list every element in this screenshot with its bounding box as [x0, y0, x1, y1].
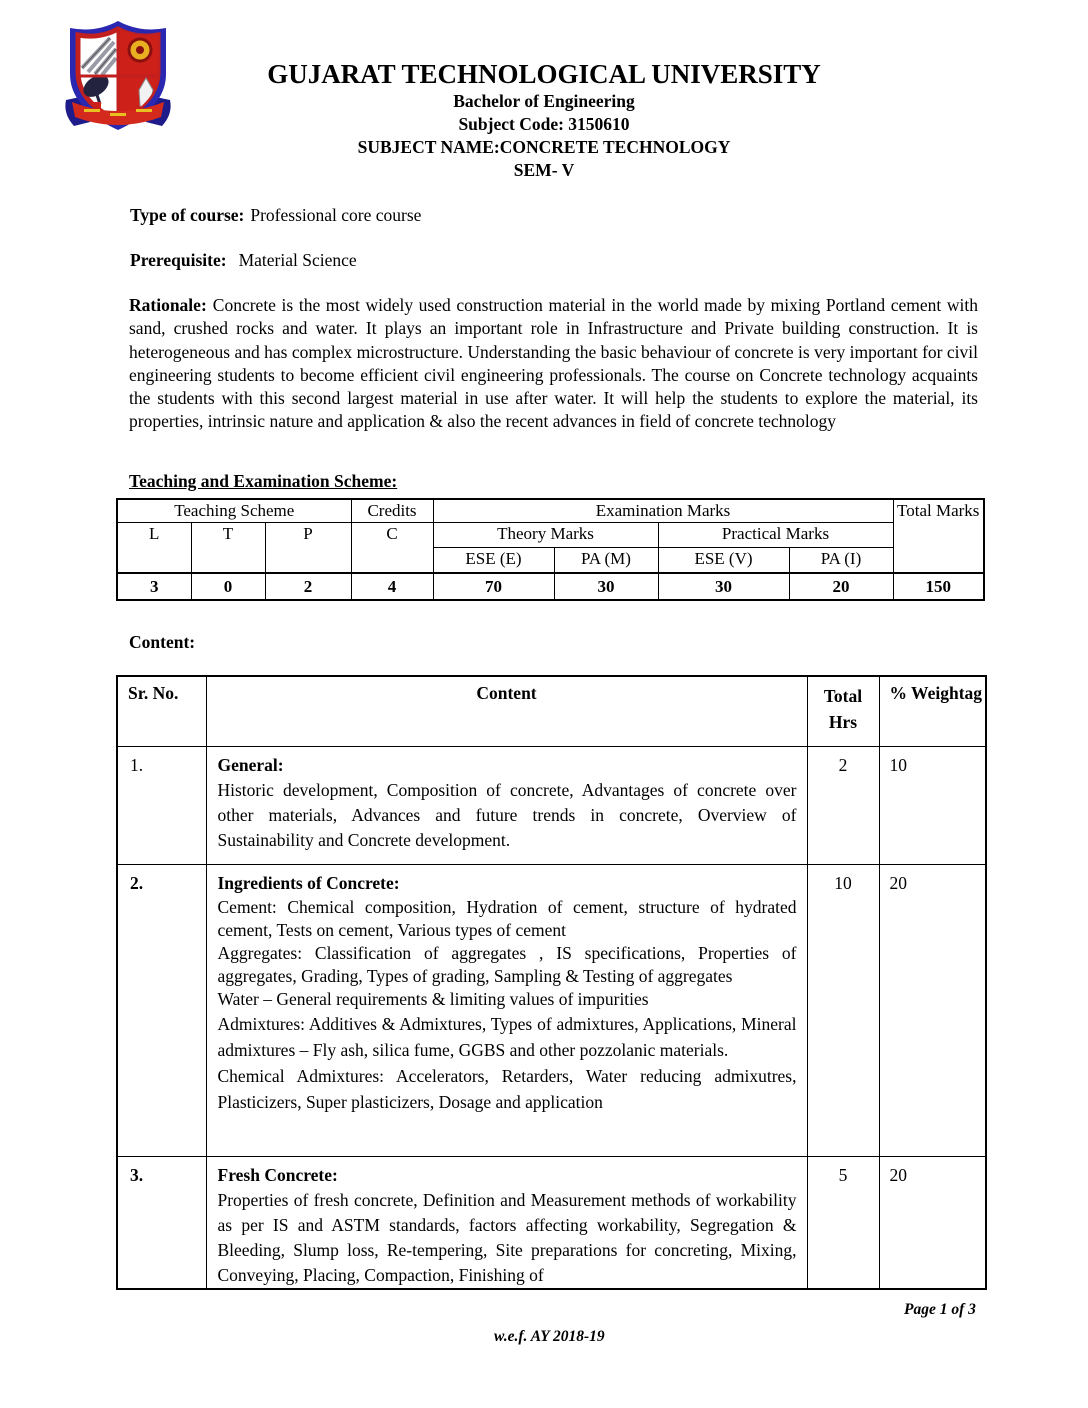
row-topic-text: Aggregates: Classification of aggregates , IS specifications, Properties of aggregates, Grading, Types of grading, Sampling & Testing of aggregates: [217, 942, 797, 986]
type-of-course-value: Professional core course: [250, 205, 422, 225]
scheme-table: [116, 498, 985, 601]
type-of-course-label: Type of course:: [130, 205, 245, 225]
scheme-col-theory-marks: Theory Marks: [433, 523, 658, 548]
content-col-sr-no: Sr. No.: [117, 676, 206, 746]
content-col-total-hrs: Total Hrs: [807, 676, 879, 746]
row-topic-text: Cement: Chemical composition, Hydration of cement, structure of hydrated cement, Tests on cement, Various types of cement: [217, 896, 797, 940]
scheme-header-row-2: [117, 523, 984, 548]
scheme-col-t: T: [191, 523, 265, 573]
scheme-col-examination-marks: Examination Marks: [433, 499, 893, 523]
content-heading: Content:: [129, 632, 196, 652]
prerequisite-label: Prerequisite:: [130, 250, 227, 270]
row-total-hrs: 10: [807, 864, 879, 1156]
scheme-values-row: [117, 573, 984, 600]
row-topic-text: Properties of fresh concrete, Definition and Measurement methods of workability as per IS and ASTM standards, factors affecting workability, Segregation & Bleeding, Slump loss, Re-tempering, Site preparations for concreting, Mixing, Conveying, Placing, Compaction, Finishing of: [217, 1189, 797, 1285]
content-header-row: [117, 676, 986, 746]
row-topic-text: Admixtures: Additives & Admixtures, Types of admixtures, Applications, Mineral admixtures – Fly ash, silica fume, GGBS and other pozzolanic materials.: [217, 1013, 797, 1060]
scheme-col-practical-marks: Practical Marks: [658, 523, 893, 548]
row-content-cell: [206, 1156, 807, 1289]
row-topic-title: General:: [217, 754, 284, 775]
row-total-hrs: 5: [807, 1156, 879, 1289]
scheme-col-p: P: [265, 523, 351, 573]
scheme-col-l: L: [117, 523, 191, 573]
scheme-col-pa-i: PA (I): [789, 548, 893, 573]
row-sr-no: 3.: [117, 1156, 206, 1289]
scheme-heading: Teaching and Examination Scheme:: [129, 471, 398, 491]
scheme-value-total: 150: [893, 573, 984, 600]
row-sr-no: 1.: [117, 746, 206, 864]
row-content-cell: [206, 864, 807, 1156]
subject-code-line: Subject Code: 3150610: [458, 114, 630, 134]
row-topic-text: Historic development, Composition of concrete, Advantages of concrete over other materials, Advances and future trends in concrete, Overview of Sustainability and Concrete development.: [217, 779, 797, 850]
row-weightage: 10: [879, 746, 986, 864]
content-table: [116, 675, 987, 1290]
footer-page-number: Page 1 of 3: [904, 1301, 976, 1318]
rationale-label: Rationale:: [129, 295, 207, 315]
content-col-content: Content: [206, 676, 807, 746]
row-weightage: 20: [879, 1156, 986, 1289]
content-row-2: [117, 864, 986, 1156]
row-weightage: 20: [879, 864, 986, 1156]
semester-line: SEM- V: [513, 160, 575, 180]
content-col-weightage: % Weightag: [879, 676, 986, 746]
content-row-3: [117, 1156, 986, 1289]
scheme-value-p: 2: [265, 573, 351, 600]
row-content-cell: [206, 746, 807, 864]
row-topic-title: Fresh Concrete:: [217, 1164, 338, 1185]
row-topic-title: Ingredients of Concrete:: [217, 872, 400, 893]
rationale-paragraph: [129, 294, 978, 434]
row-topic-text: Chemical Admixtures: Accelerators, Retarders, Water reducing admixutres, Plasticizers, Super plasticizers, Dosage and application: [217, 1065, 797, 1112]
scheme-value-l: 3: [117, 573, 191, 600]
type-of-course-line: [130, 205, 421, 226]
document-header: [0, 58, 1088, 182]
scheme-col-ese-v: ESE (V): [658, 548, 789, 573]
scheme-col-total-marks: Total Marks: [893, 499, 984, 573]
university-name: GUJARAT TECHNOLOGICAL UNIVERSITY: [267, 59, 821, 89]
footer-effective-date: w.e.f. AY 2018-19: [494, 1328, 605, 1345]
rationale-text: Concrete is the most widely used construction material in the world made by mixing Portland cement with sand, crushed rocks and water. It plays an important role in Infrastructure and Private building construction. It is heterogeneous and has complex microstructure. Understanding the basic behaviour of concrete is very important for civil engineering students to become efficient civil engineering professionals. The course on Concrete technology acquaints the students with this second largest material in use after water. It will help the students to explore the material, its properties, intrinsic nature and application & also the recent advances in field of concrete technology: [129, 295, 978, 432]
scheme-col-ese-e: ESE (E): [433, 548, 554, 573]
prerequisite-line: [130, 250, 357, 271]
scheme-col-credits: Credits: [351, 499, 433, 523]
scheme-value-c: 4: [351, 573, 433, 600]
row-total-hrs: 2: [807, 746, 879, 864]
scheme-value-pa-m: 30: [554, 573, 658, 600]
prerequisite-value: Material Science: [238, 250, 357, 270]
row-sr-no: 2.: [117, 864, 206, 1156]
scheme-value-t: 0: [191, 573, 265, 600]
row-topic-text: Water – General requirements & limiting values of impurities: [217, 988, 649, 1009]
scheme-value-ese-e: 70: [433, 573, 554, 600]
scheme-col-c: C: [351, 523, 433, 573]
scheme-col-pa-m: PA (M): [554, 548, 658, 573]
scheme-value-ese-v: 30: [658, 573, 789, 600]
scheme-col-teaching-scheme: Teaching Scheme: [117, 499, 351, 523]
scheme-value-pa-i: 20: [789, 573, 893, 600]
content-row-1: [117, 746, 986, 864]
subject-name-line: SUBJECT NAME:CONCRETE TECHNOLOGY: [357, 137, 731, 157]
degree-line: Bachelor of Engineering: [453, 91, 635, 111]
scheme-header-row-1: [117, 499, 984, 523]
